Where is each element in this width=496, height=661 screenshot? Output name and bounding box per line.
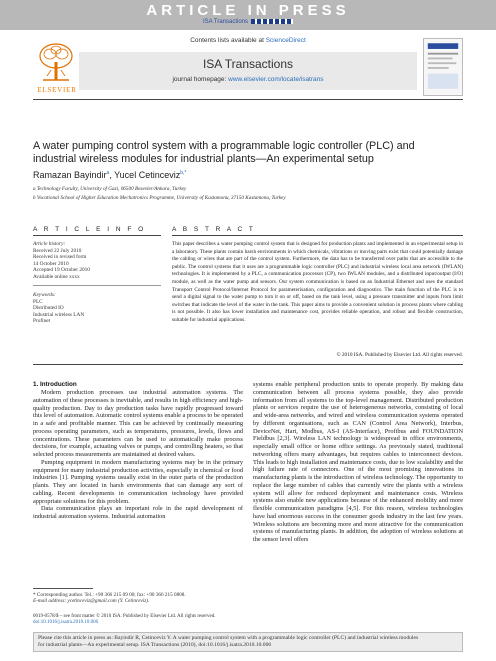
- author-2[interactable]: Yucel Cetinceviz: [114, 170, 181, 180]
- abstract-heading: A B S T R A C T: [172, 226, 256, 233]
- paragraph: systems enable peripheral production units to operate properly. By making data communication between all process systems possible, they also provide information from all systems to the top-level management. Distributed production plants or services require the use of heterogeneous networks, consisting of local and wide-area networks, and wired and wireless communication systems operated by different organisations, such as CAN (Control Area Network), Interbus, DeviceNet, Hart, Modbus, AS-I (AS-Interface), Profibus and FOUNDATION Fieldbus [2,3]. Wireless LAN technology is widespread in office environments, especially small office or home office settings. As previously stated, traditional networking offers many advantages, but requires cables to interconnect devices. This leads to high installation and maintenance costs, due to low scalability and the high failure rate of connectors. One of the most promising innovations in manufacturing plants is the introduction of wireless technology. The opportunity to replace the large number of cables that currently wire the plants with a wireless system will allow for reduced deployment and maintenance costs. Wireless systems also enable new applications because of the enhanced mobility and more flexible communication paradigms [4,5]. For this reason, wireless technologies have had enormous success in the consumer goods industry in the last few years. Wireless solutions are becoming more and more attractive for the communication systems of manufacturing plants. In addition, the adoption of wireless solutions at the sensor level offers: [253, 381, 463, 543]
- homepage-link[interactable]: www.elsevier.com/locate/isatrans: [228, 76, 324, 83]
- publication-info: [33, 614, 216, 626]
- keyword-4: Profinet: [33, 318, 51, 324]
- author-list: Ramazan Bayindir$^a$, Yucel Cetinceviz$^{b,*}$: [33, 170, 187, 180]
- corresponding-author-note: * Corresponding author. Tel.: +90 366 215 09 00; fax: +90 366 215 0808.: [33, 592, 186, 598]
- email-address[interactable]: E-mail address: ycetinceviz@gmail.com (Y. Cetinceviz).: [33, 598, 150, 605]
- keywords-divider: [33, 285, 161, 286]
- citation-line-1: Please cite this article in press as: Bayindir R, Cetinceviz Y. A water pumping control system with a programmable logic controller (PLC) and industrial wireless modules: [38, 635, 419, 641]
- article-info-rule: [33, 235, 161, 236]
- history-received: Received 22 July 2010: [33, 248, 82, 254]
- elsevier-tree-logo: [33, 40, 79, 84]
- citation-box: [33, 632, 463, 652]
- footnote: [33, 588, 243, 605]
- citation-line-2: for industrial plants—An experimental setup. ISA Transactions (2010), doi:10.1016/j.isatra.2010.10.006: [38, 642, 272, 648]
- contents-availability: [79, 37, 417, 44]
- section-heading-introduction: 1. Introduction: [33, 381, 77, 388]
- header-rule: [33, 99, 463, 100]
- paragraph: Pumping equipment in modern manufacturing systems may be in the primary equipment for many industrial production activities, especially in chemical or food industries [1]. Pumping systems usually exist in the outer parts of the production plants. They are located in harsh environments that can damage any sort of cabling. Recent developments in communication technology have provided appropriate solutions for this problem.: [33, 458, 243, 505]
- journal-name: ISA Transactions: [202, 57, 294, 71]
- article-title: [33, 140, 473, 166]
- article-title-line-2: industrial wireless modules for industrial plants—An experimental setup: [33, 153, 374, 165]
- paragraph: Data communication plays an important role in the rapid development of industrial automation systems. Industrial automation: [33, 505, 243, 520]
- author-2-affil-mark: b,*: [180, 170, 187, 176]
- author-1-affil-mark: a: [106, 170, 110, 176]
- barcode-icon: [251, 19, 293, 24]
- abstract-copyright: © 2010 ISA. Published by Elsevier Ltd. All rights reserved.: [336, 352, 463, 358]
- contents-prefix: Contents lists available at: [190, 37, 266, 44]
- journal-cover-image: [423, 38, 463, 96]
- affiliation-b: b Vocational School of Higher Education Mechatronics Programme, University of Kastamonu, 37150 Kastamonu, Turkey: [33, 195, 286, 201]
- doi-link[interactable]: doi:10.1016/j.isatra.2010.10.006: [33, 620, 99, 626]
- abstract-rule: [172, 235, 463, 236]
- body-column-right: [253, 381, 463, 544]
- affiliation-a: a Technology Faculty, University of Gazi, 06500 Besevler/Ankara, Turkey: [33, 186, 187, 192]
- keyword-3: Industrial wireless LAN: [33, 312, 85, 318]
- issn-line: 0019-0578/$ – see front matter © 2010 ISA. Published by Elsevier Ltd. All rights reserved.: [33, 614, 216, 619]
- body-column-left: [33, 389, 243, 521]
- banner-title: ARTICLE IN PRESS: [146, 2, 350, 19]
- banner-journal-name: ISA Transactions: [202, 19, 249, 26]
- banner-journal: [0, 19, 496, 25]
- article-in-press-banner: [0, 0, 496, 30]
- history-revised-label: Received in revised form: [33, 254, 87, 260]
- keywords-label: Keywords:: [33, 292, 56, 298]
- article-title-line-1: A water pumping control system with a programmable logic controller (PLC) and: [33, 140, 415, 152]
- abstract-bottom-rule: [33, 364, 463, 365]
- author-1[interactable]: Ramazan Bayindir: [33, 170, 107, 180]
- footnote-rule: [33, 588, 93, 589]
- history-revised-date: 14 October 2010: [33, 261, 69, 267]
- history-online: Available online xxxx: [33, 274, 80, 280]
- sciencedirect-link[interactable]: ScienceDirect: [265, 37, 306, 44]
- keyword-1: PLC: [33, 299, 43, 305]
- abstract-text: This paper describes a water pumping control system that is designed for production plants and implemented in an experimental setup in a laboratory. These plants contain harsh environments in which chemicals, vibrations or moving parts exist that could potentially damage the cabling or wires that are part of the control system. Furthermore, the data has to be transferred over paths that are accessible to the public. The control systems that it uses are a programmable logic controller (PLC) and industrial wireless local area network (IWLAN) technologies. It is implemented by a PLC, a communication processor (CP), two IWLAN modules, and a distributed input/output (I/O) module, as well as the water pump and sensors. Our system communication is based on an Industrial Ethernet and uses the standard Transport Control Protocol/Internet Protocol for parameterisation, configuration and diagnostics. The main function of the PLC is to send a digital signal to the water pump to turn it on or off, based on the tank level, using a pressure transmitter and inputs from limit switches that indicate the level of the water in the tank. This paper aims to provide a convenient solution in process plants where cabling is not possible. It also has lower installation and maintenance cost, provides reliable operation, and robust and flexible construction, suitable for industrial applications.: [172, 241, 463, 323]
- keyword-2: Distributed IO: [33, 305, 64, 311]
- article-history-label: Article history:: [33, 241, 66, 247]
- journal-homepage: [79, 76, 417, 83]
- elsevier-wordmark: ELSEVIER: [37, 86, 77, 94]
- history-accepted: Accepted 19 October 2010: [33, 267, 90, 273]
- homepage-prefix: journal homepage:: [172, 76, 229, 83]
- paragraph: Modern production processes use industrial automation systems. The automation of these processes is inevitable, and results in high efficiency and high-quality production. Day to day production tasks have rapidly progressed toward this level of automation. Automatic control systems enable a process to be operated in a safe and profitable manner. This can be achieved by continually measuring process operating parameters, such as temperatures, pressures, levels, flows and concentrations. These parameters can be used to automatically make process decisions, for example, actuating valves or pumps, and controlling heaters, so that selected process measurements are maintained at desired values.: [33, 389, 244, 458]
- article-info-heading: A R T I C L E I N F O: [33, 226, 146, 233]
